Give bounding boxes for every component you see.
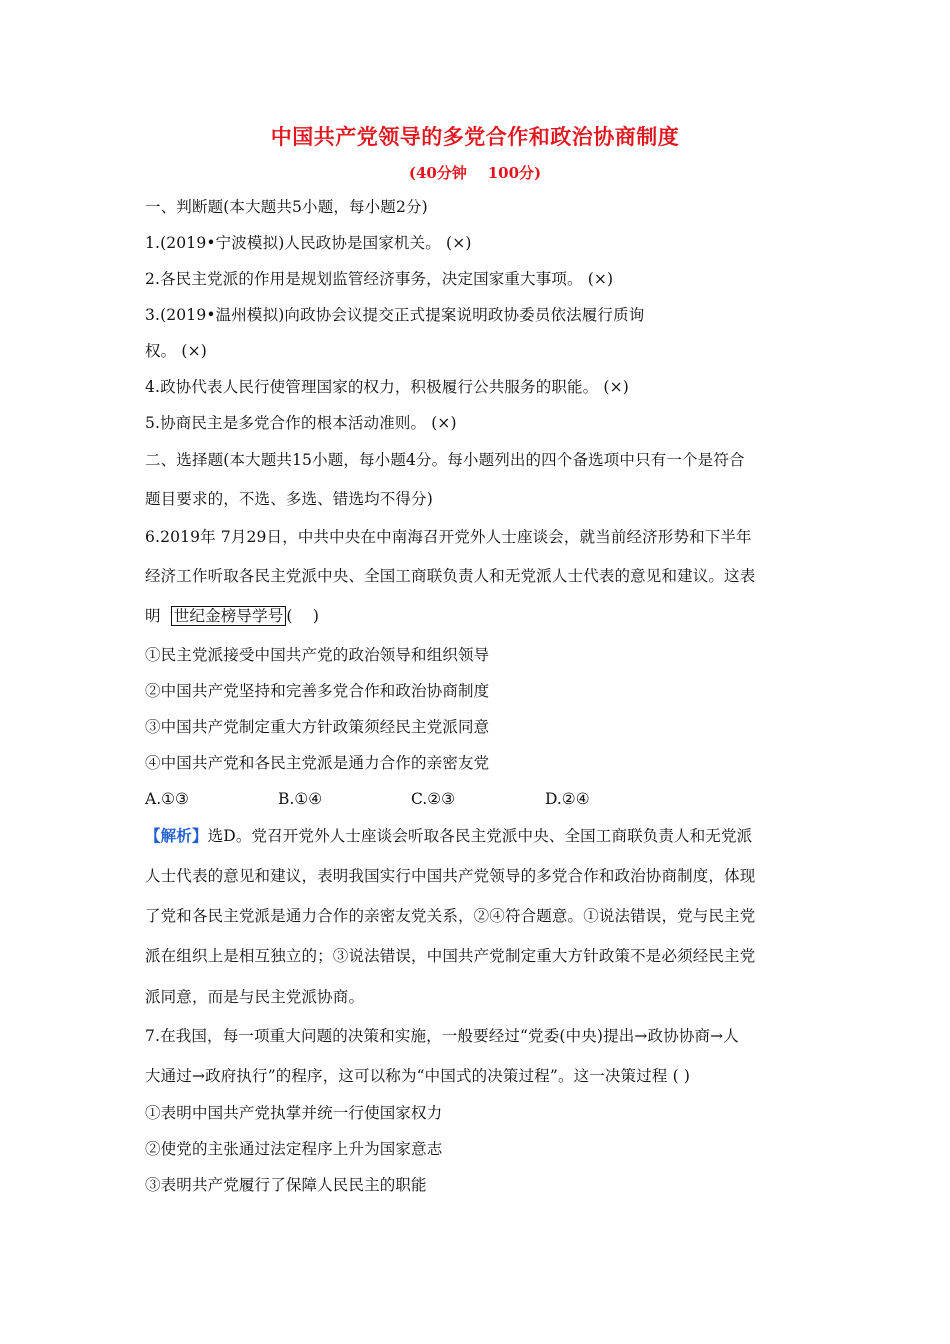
q6-stem-line1: 6.2019年 7月29日，中共中央在中南海召开党外人士座谈会，就当前经济形势和下半年 [145,528,752,546]
question-5: 5.协商民主是多党合作的根本活动准则。 (×) [145,414,457,432]
boxed-label: 世纪金榜导学号 [171,606,287,626]
q6-option-a: A.①③ [145,790,189,808]
document-title: 中国共产党领导的多党合作和政治协商制度 [270,125,680,149]
q7-stem-line1: 7.在我国，每一项重大问题的决策和实施，一般要经过“党委(中央)提出→政协协商→人 [145,1027,739,1045]
analysis-text: 选D。党召开党外人士座谈会听取各民主党派中央、全国工商联负责人和无党派 [207,827,753,845]
q6-stem-prefix: 明 [145,607,171,625]
q6-stem-suffix: ( ) [286,607,320,625]
q6-analysis-line4: 派在组织上是相互独立的；③说法错误，中国共产党制定重大方针政策不是必须经民主党 [145,947,756,965]
q6-stem-line3 [145,606,319,626]
q7-item-1: ①表明中国共产党执掌并统一行使国家权力 [145,1104,443,1122]
question-3-line1: 3.(2019•温州模拟)向政协会议提交正式提案说明政协委员依法履行质询 [145,306,645,324]
question-3-line2: 权。 (×) [145,342,207,360]
q7-stem-line2: 大通过→政府执行”的程序，这可以称为“中国式的决策过程”。这一决策过程 ( ) [145,1067,691,1085]
q6-analysis-line5: 派同意，而是与民主党派协商。 [145,988,365,1006]
question-1: 1.(2019•宁波模拟)人民政协是国家机关。 (×) [145,234,472,252]
q6-option-d: D.②④ [545,790,590,808]
q6-option-c: C.②③ [411,790,456,808]
q6-option-b: B.①④ [278,790,323,808]
q7-item-2: ②使党的主张通过法定程序上升为国家意志 [145,1140,443,1158]
q6-stem-line2: 经济工作听取各民主党派中央、全国工商联负责人和无党派人士代表的意见和建议。这表 [145,567,756,585]
q6-analysis-line3: 了党和各民主党派是通力合作的亲密友党关系，②④符合题意。①说法错误，党与民主党 [145,907,756,925]
document-subtitle: (40分钟 100分) [408,164,542,182]
section1-heading: 一、判断题(本大题共5小题，每小题2分) [145,198,428,216]
q6-analysis-line2: 人士代表的意见和建议，表明我国实行中国共产党领导的多党合作和政治协商制度，体现 [145,867,756,885]
q6-item-1: ①民主党派接受中国共产党的政治领导和组织领导 [145,646,490,664]
q6-analysis-line1 [145,826,752,846]
q6-item-4: ④中国共产党和各民主党派是通力合作的亲密友党 [145,754,490,772]
q6-item-2: ②中国共产党坚持和完善多党合作和政治协商制度 [145,682,490,700]
section2-heading-line1: 二、选择题(本大题共15小题，每小题4分。每小题列出的四个备选项中只有一个是符合 [145,451,745,469]
question-2: 2.各民主党派的作用是规划监管经济事务，决定国家重大事项。 (×) [145,270,614,288]
section2-heading-line2: 题目要求的，不选、多选、错选均不得分) [145,490,433,508]
question-4: 4.政协代表人民行使管理国家的权力，积极履行公共服务的职能。 (×) [145,378,629,396]
q7-item-3: ③表明共产党履行了保障人民民主的职能 [145,1176,427,1194]
q6-item-3: ③中国共产党制定重大方针政策须经民主党派同意 [145,718,490,736]
analysis-tag: 【解析】 [145,826,208,845]
